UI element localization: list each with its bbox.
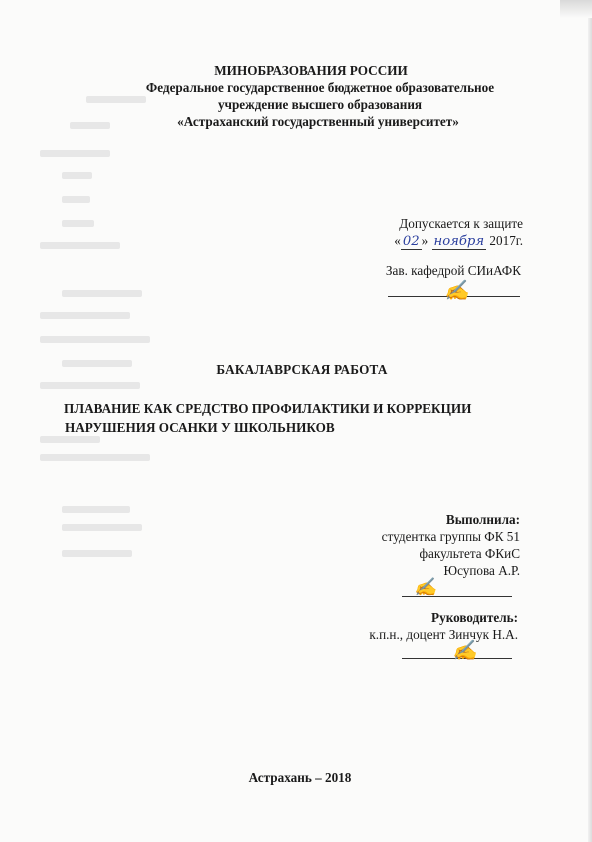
date-year: 2017г. (489, 233, 523, 248)
ministry-name: МИНОБРАЗОВАНИЯ РОССИИ (214, 63, 408, 78)
executor-faculty: факультета ФКиС (419, 546, 520, 561)
supervisor-signature: ✍ (452, 638, 477, 662)
page-corner-shadow (560, 0, 592, 18)
executor-group: студентка группы ФК 51 (381, 529, 520, 544)
document-title (64, 399, 471, 437)
supervisor-block (369, 609, 518, 643)
date-month: ноября (433, 234, 485, 249)
head-signature: ✍ (444, 278, 469, 302)
admission-label: Допускается к защите (399, 216, 523, 231)
institution-line-2: учреждение высшего образования (217, 97, 423, 112)
date-open-quote: « (394, 233, 401, 248)
date-day: 02 (402, 234, 420, 249)
institution-line-3: «Астраханский государственный университет» (177, 114, 459, 129)
admission-block (394, 215, 523, 250)
executor-name: Юсупова А.Р. (443, 563, 520, 578)
institution-line-1: Федеральное государственное бюджетное образовательное (145, 80, 495, 95)
admission-date (394, 232, 523, 250)
title-line-1: ПЛАВАНИЕ КАК СРЕДСТВО ПРОФИЛАКТИКИ И КОРРЕКЦИИ (64, 401, 472, 416)
executor-signature: ✍ (414, 577, 437, 598)
title-line-2: НАРУШЕНИЯ ОСАНКИ У ШКОЛЬНИКОВ (65, 420, 335, 435)
date-close-quote: » (421, 233, 429, 248)
executor-block (382, 511, 520, 579)
header-block (0, 62, 592, 130)
executor-role: Выполнила: (445, 512, 520, 527)
supervisor-role: Руководитель: (431, 610, 518, 625)
head-of-department: Зав. кафедрой СИиАФК (385, 263, 521, 278)
supervisor-name: к.п.н., доцент Зинчук Н.А. (369, 627, 518, 642)
city-year: Астрахань – 2018 (248, 770, 352, 785)
document-type: БАКАЛАВРСКАЯ РАБОТА (216, 362, 388, 377)
